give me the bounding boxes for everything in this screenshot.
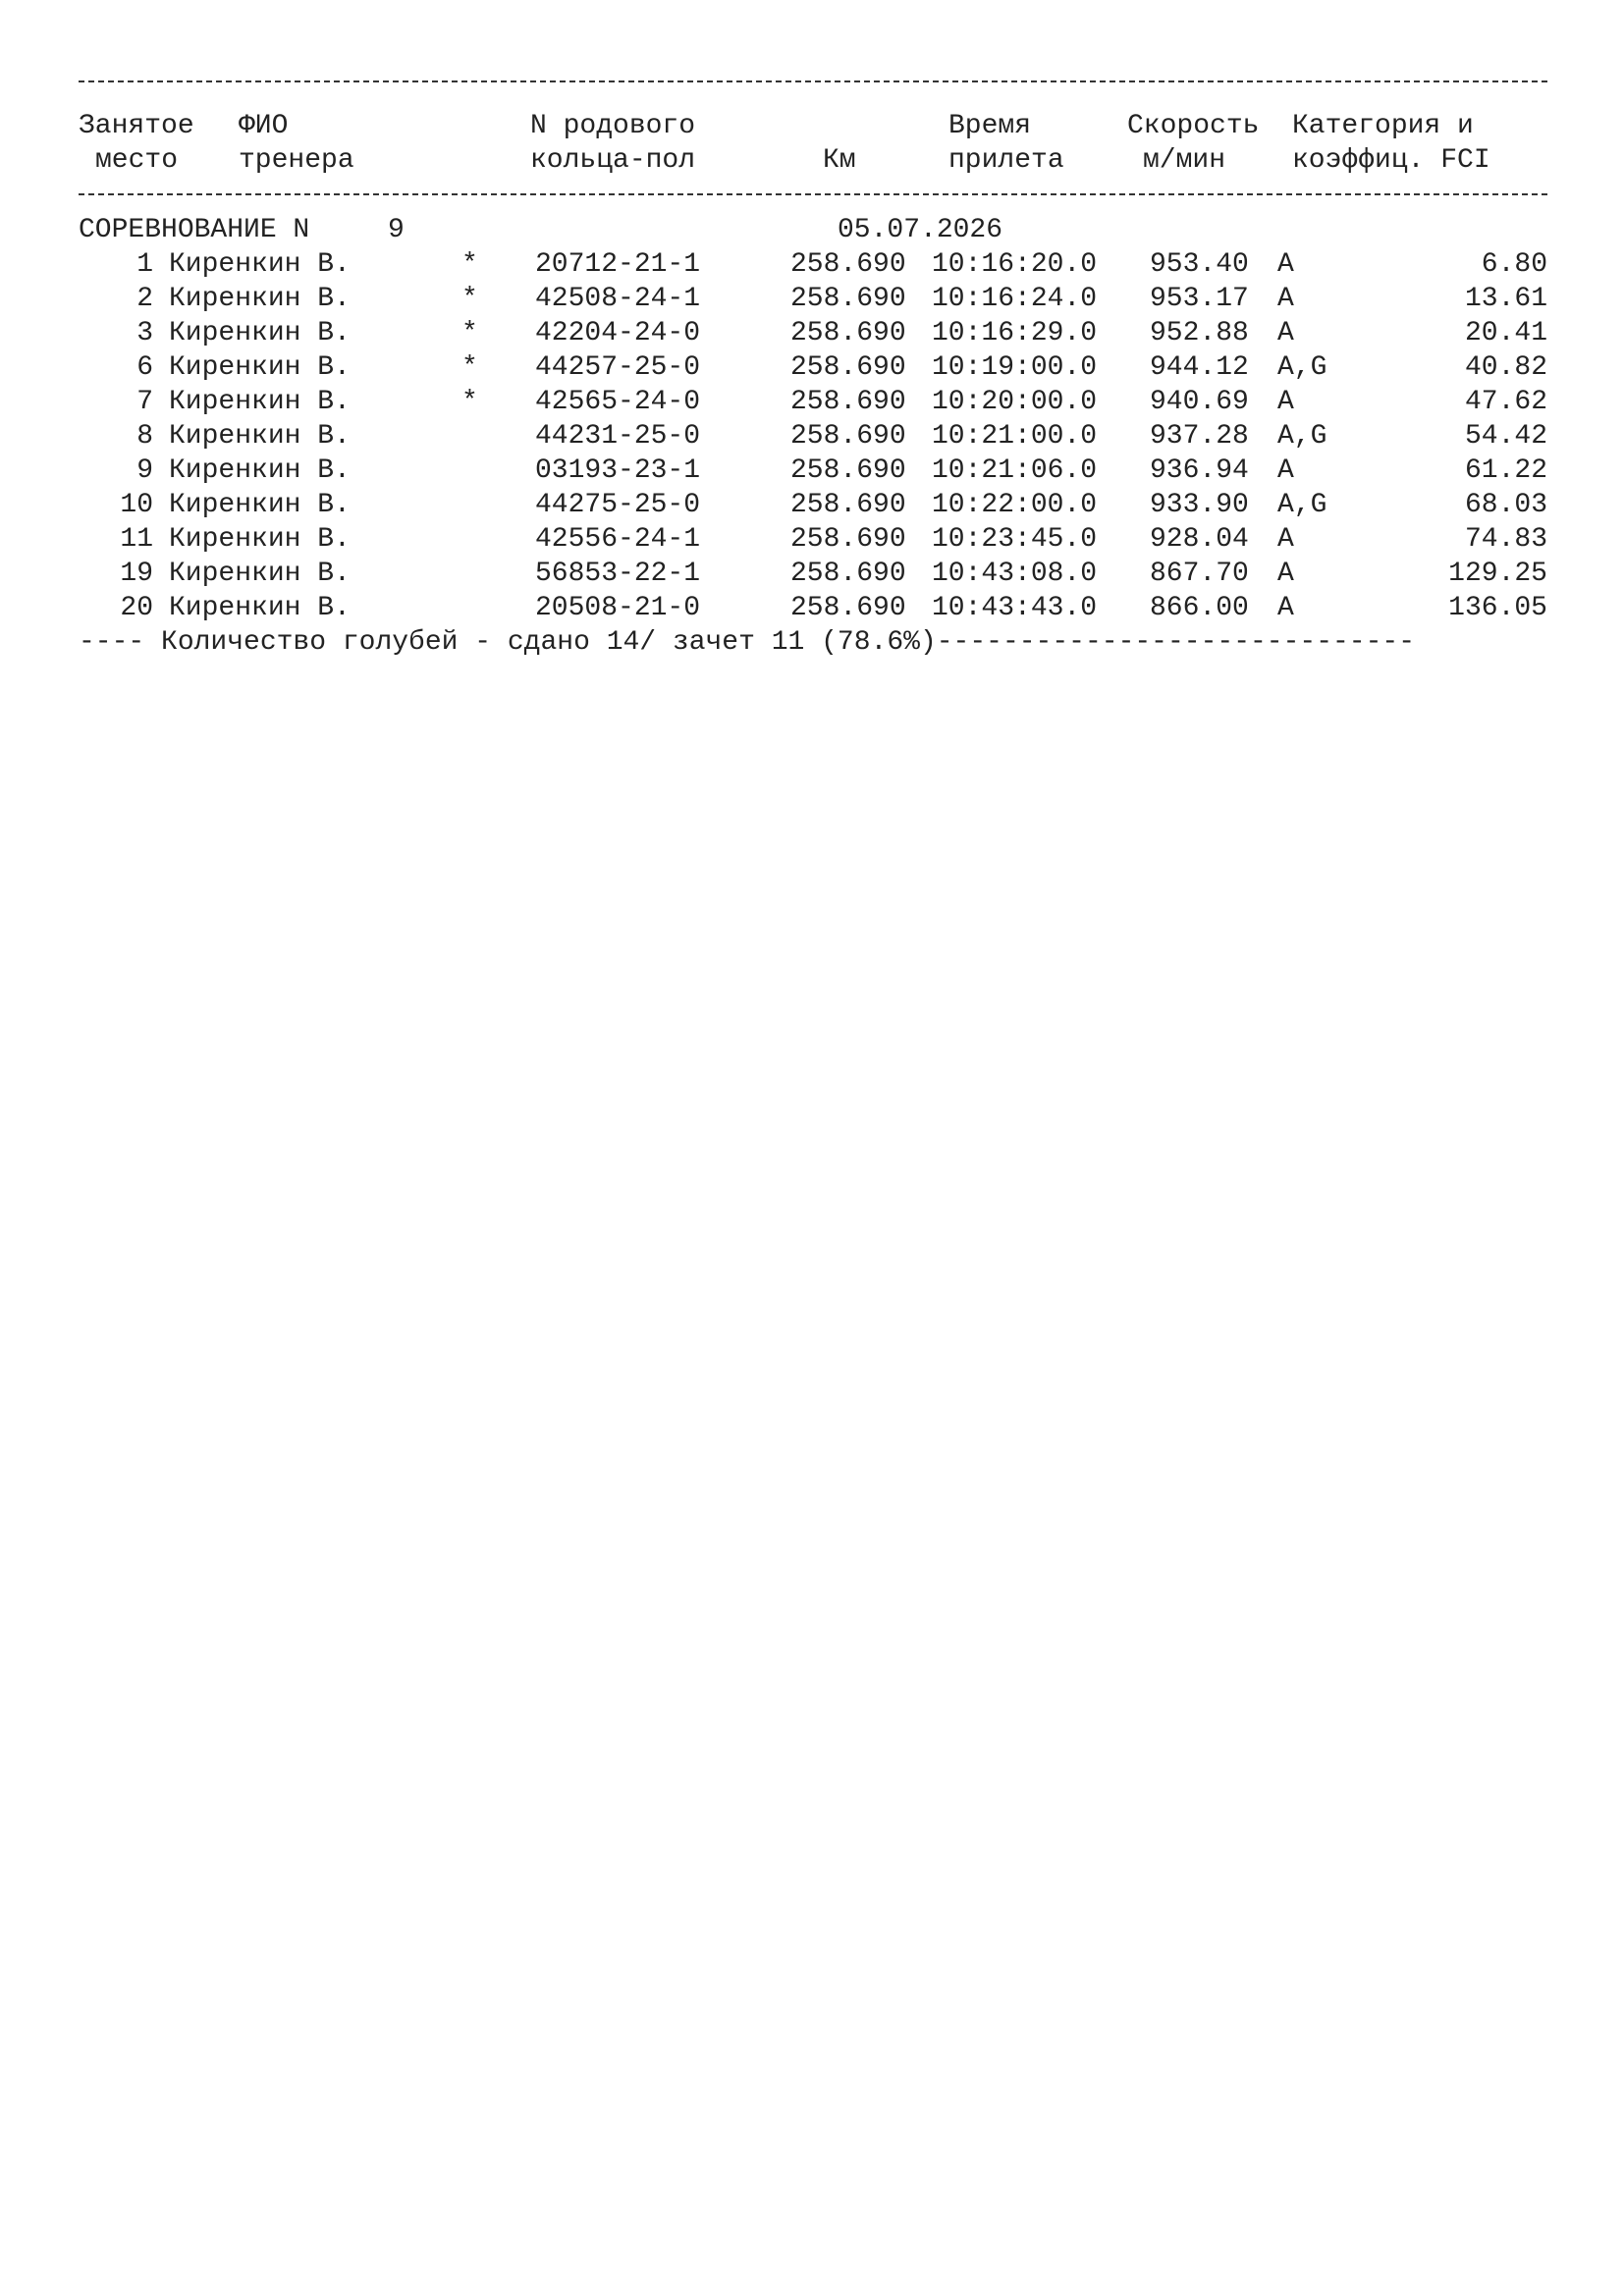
header-ring-2: кольца-пол (530, 145, 696, 176)
top-divider (79, 80, 1547, 82)
row-trainer-name: Киренкин В. (169, 284, 351, 314)
row-coefficient: 20.41 (1464, 318, 1547, 348)
row-place: 8 (136, 421, 153, 452)
row-distance-km: 258.690 (790, 524, 906, 555)
row-speed: 944.12 (1150, 352, 1249, 383)
row-coefficient: 74.83 (1464, 524, 1547, 555)
row-place: 3 (136, 318, 153, 348)
table-row (79, 419, 1547, 454)
table-row (79, 454, 1547, 488)
header-km: Км (823, 145, 856, 176)
row-arrival-time: 10:43:08.0 (932, 559, 1098, 589)
row-distance-km: 258.690 (790, 284, 906, 314)
row-place: 9 (136, 455, 153, 486)
header-name-1: ФИО (239, 111, 289, 141)
row-arrival-time: 10:23:45.0 (932, 524, 1098, 555)
row-speed: 928.04 (1150, 524, 1249, 555)
row-trainer-name: Киренкин В. (169, 387, 351, 417)
table-row (79, 282, 1547, 316)
results-report (79, 80, 1547, 660)
row-speed: 933.90 (1150, 490, 1249, 520)
row-trainer-name: Киренкин В. (169, 559, 351, 589)
row-ring-number: 20712-21-1 (535, 249, 701, 280)
row-ring-number: 44257-25-0 (535, 352, 701, 383)
header-speed-2: м/мин (1143, 145, 1226, 176)
table-row (79, 488, 1547, 522)
row-category: A (1277, 455, 1294, 486)
row-category: A (1277, 318, 1294, 348)
table-row (79, 350, 1547, 385)
row-place: 10 (120, 490, 153, 520)
header-place-2: место (95, 145, 179, 176)
row-speed: 867.70 (1150, 559, 1249, 589)
row-ring-number: 44275-25-0 (535, 490, 701, 520)
row-category: A,G (1277, 490, 1327, 520)
row-category: A (1277, 249, 1294, 280)
row-distance-km: 258.690 (790, 318, 906, 348)
row-distance-km: 258.690 (790, 387, 906, 417)
competition-date: 05.07.2026 (838, 215, 1003, 245)
header-ring-1: N родового (530, 111, 696, 141)
row-arrival-time: 10:16:29.0 (932, 318, 1098, 348)
row-trainer-name: Киренкин В. (169, 318, 351, 348)
row-place: 1 (136, 249, 153, 280)
row-mark: * (461, 249, 478, 280)
row-category: A (1277, 593, 1294, 623)
table-body (79, 213, 1547, 660)
header-cat-1: Категория и (1292, 111, 1474, 141)
footer-summary: ---- Количество голубей - сдано 14/ зачет 11 (78.6%)----------------------------- (79, 627, 1416, 658)
row-coefficient: 47.62 (1464, 387, 1547, 417)
result-rows (79, 247, 1547, 625)
row-mark: * (461, 387, 478, 417)
row-speed: 953.17 (1150, 284, 1249, 314)
row-trainer-name: Киренкин В. (169, 352, 351, 383)
row-coefficient: 13.61 (1464, 284, 1547, 314)
row-ring-number: 56853-22-1 (535, 559, 701, 589)
row-trainer-name: Киренкин В. (169, 249, 351, 280)
header-name-2: тренера (239, 145, 354, 176)
table-row (79, 557, 1547, 591)
row-arrival-time: 10:16:20.0 (932, 249, 1098, 280)
row-distance-km: 258.690 (790, 249, 906, 280)
row-arrival-time: 10:19:00.0 (932, 352, 1098, 383)
row-arrival-time: 10:22:00.0 (932, 490, 1098, 520)
row-category: A (1277, 284, 1294, 314)
row-trainer-name: Киренкин В. (169, 524, 351, 555)
row-distance-km: 258.690 (790, 593, 906, 623)
row-ring-number: 42565-24-0 (535, 387, 701, 417)
table-row (79, 247, 1547, 282)
row-coefficient: 54.42 (1464, 421, 1547, 452)
row-category: A,G (1277, 421, 1327, 452)
header-place-1: Занятое (79, 111, 194, 141)
row-place: 11 (120, 524, 153, 555)
footer-line (79, 625, 1547, 660)
header-cat-2: коэффиц. FCI (1292, 145, 1490, 176)
header-speed-1: Скорость (1127, 111, 1260, 141)
row-category: A (1277, 559, 1294, 589)
row-speed: 937.28 (1150, 421, 1249, 452)
header-line-1 (79, 109, 1547, 143)
row-distance-km: 258.690 (790, 421, 906, 452)
row-distance-km: 258.690 (790, 352, 906, 383)
row-place: 19 (120, 559, 153, 589)
table-row (79, 522, 1547, 557)
row-place: 7 (136, 387, 153, 417)
row-place: 2 (136, 284, 153, 314)
row-trainer-name: Киренкин В. (169, 455, 351, 486)
row-arrival-time: 10:16:24.0 (932, 284, 1098, 314)
row-ring-number: 20508-21-0 (535, 593, 701, 623)
header-time-1: Время (948, 111, 1032, 141)
row-distance-km: 258.690 (790, 490, 906, 520)
row-arrival-time: 10:21:06.0 (932, 455, 1098, 486)
table-row (79, 591, 1547, 625)
row-trainer-name: Киренкин В. (169, 490, 351, 520)
header-divider (79, 193, 1547, 195)
row-ring-number: 42204-24-0 (535, 318, 701, 348)
table-header (79, 109, 1547, 178)
row-trainer-name: Киренкин В. (169, 593, 351, 623)
row-coefficient: 136.05 (1448, 593, 1547, 623)
row-category: A,G (1277, 352, 1327, 383)
row-speed: 936.94 (1150, 455, 1249, 486)
row-ring-number: 03193-23-1 (535, 455, 701, 486)
row-place: 6 (136, 352, 153, 383)
competition-number: 9 (388, 215, 405, 245)
row-coefficient: 68.03 (1464, 490, 1547, 520)
table-row (79, 385, 1547, 419)
row-trainer-name: Киренкин В. (169, 421, 351, 452)
row-speed: 940.69 (1150, 387, 1249, 417)
row-category: A (1277, 387, 1294, 417)
row-place: 20 (120, 593, 153, 623)
row-coefficient: 6.80 (1481, 249, 1547, 280)
row-ring-number: 44231-25-0 (535, 421, 701, 452)
table-row (79, 316, 1547, 350)
row-coefficient: 40.82 (1464, 352, 1547, 383)
row-mark: * (461, 352, 478, 383)
row-distance-km: 258.690 (790, 559, 906, 589)
row-arrival-time: 10:21:00.0 (932, 421, 1098, 452)
row-ring-number: 42556-24-1 (535, 524, 701, 555)
row-mark: * (461, 318, 478, 348)
header-line-2 (79, 143, 1547, 178)
row-mark: * (461, 284, 478, 314)
row-distance-km: 258.690 (790, 455, 906, 486)
row-coefficient: 61.22 (1464, 455, 1547, 486)
header-time-2: прилета (948, 145, 1064, 176)
row-arrival-time: 10:43:43.0 (932, 593, 1098, 623)
competition-line (79, 213, 1547, 247)
row-coefficient: 129.25 (1448, 559, 1547, 589)
row-ring-number: 42508-24-1 (535, 284, 701, 314)
competition-label: СОРЕВНОВАНИЕ N (79, 215, 310, 245)
row-speed: 952.88 (1150, 318, 1249, 348)
row-speed: 953.40 (1150, 249, 1249, 280)
row-speed: 866.00 (1150, 593, 1249, 623)
row-arrival-time: 10:20:00.0 (932, 387, 1098, 417)
row-category: A (1277, 524, 1294, 555)
